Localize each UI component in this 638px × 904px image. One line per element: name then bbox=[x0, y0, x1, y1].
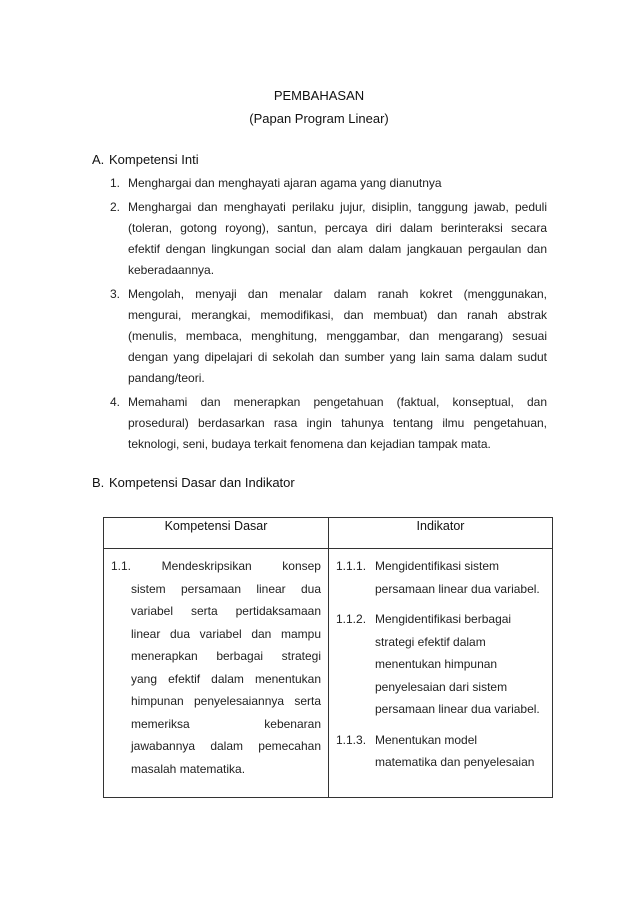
list-item-line: Mengolah, menyaji dan menalar dalam ranah kokret (menggunakan, bbox=[128, 287, 547, 301]
list-item-line: prosedural) berdasarkan rasa ingin tahunya tentang ilmu pengetahuan, bbox=[128, 416, 547, 430]
list-item-line: Memahami dan menerapkan pengetahuan (faktual, konseptual, dan bbox=[128, 395, 547, 409]
section-b-title: Kompetensi Dasar dan Indikator bbox=[109, 475, 295, 490]
kd-line: jawabannya dalam pemecahan bbox=[131, 739, 321, 753]
kd-line: himpunan penyelesaiannya serta bbox=[131, 694, 321, 708]
kd-line: variabel serta pertidaksamaan bbox=[131, 604, 321, 618]
indicator-line: persamaan linear dua variabel. bbox=[375, 581, 540, 596]
list-item-number: 2. bbox=[110, 200, 121, 214]
section-a-letter: A. bbox=[92, 152, 105, 167]
indicator-number: 1.1.3. bbox=[336, 732, 367, 747]
indicator-line: matematika dan penyelesaian bbox=[375, 755, 535, 769]
list-item-line: Menghargai dan menghayati perilaku jujur, disiplin, tanggung jawab, peduli bbox=[128, 200, 547, 214]
indicator-line: Mengidentifikasi sistem bbox=[375, 559, 500, 573]
page-subtitle: (Papan Program Linear) bbox=[249, 111, 389, 126]
column-header-kompetensi-dasar: Kompetensi Dasar bbox=[104, 518, 329, 549]
list-item-number: 4. bbox=[110, 395, 121, 409]
list-item bbox=[110, 173, 547, 194]
kd-indikator-table bbox=[103, 517, 553, 798]
indicator-line: Menentukan model bbox=[375, 732, 478, 747]
list-item-line: keberadaannya. bbox=[128, 263, 215, 277]
list-item-number: 3. bbox=[110, 287, 121, 301]
kd-line: memeriksa kebenaran bbox=[131, 716, 321, 731]
section-b-letter: B. bbox=[92, 475, 105, 490]
table-header-row bbox=[104, 518, 553, 549]
list-item-line: (menulis, membaca, menghitung, menggambar, dan mengarang) sesuai bbox=[128, 329, 547, 343]
indicator-number: 1.1.1. bbox=[336, 559, 367, 573]
list-item-line: dengan yang dipelajari di sekolah dan sumber yang lain sama dalam sudut bbox=[128, 350, 547, 364]
list-item-line: Menghargai dan menghayati ajaran agama yang dianutnya bbox=[128, 176, 442, 190]
list-item-line: teknologi, seni, budaya terkait fenomena dan kejadian tampak mata. bbox=[128, 437, 491, 451]
list-item-line: (toleran, gotong royong), santun, percaya diri dalam berinteraksi secara bbox=[128, 221, 547, 235]
section-b-heading bbox=[92, 475, 295, 490]
indicator-line: penyelesaian dari sistem bbox=[375, 679, 508, 694]
kd-line: yang efektif dalam menentukan bbox=[131, 671, 321, 686]
list-item-number: 1. bbox=[110, 176, 121, 190]
list-item bbox=[110, 392, 547, 455]
list-item bbox=[110, 284, 547, 389]
kd-line: linear dua variabel dan mampu bbox=[131, 626, 321, 641]
indikator-cell bbox=[329, 549, 553, 798]
kd-line: menerapkan berbagai strategi bbox=[131, 649, 321, 663]
indicator-line: menentukan himpunan bbox=[375, 657, 498, 671]
section-a-heading bbox=[92, 152, 199, 167]
list-item-line: mengurai, merangkai, memodifikasi, dan membuat) dan ranah abstrak bbox=[128, 308, 547, 322]
kd-line: sistem persamaan linear dua bbox=[131, 581, 321, 596]
section-a-title: Kompetensi Inti bbox=[109, 152, 199, 167]
indicator-line: Mengidentifikasi berbagai bbox=[375, 612, 512, 626]
kd-first-line: 1.1. Mendeskripsikan konsep bbox=[111, 559, 321, 573]
indicator-number: 1.1.2. bbox=[336, 612, 367, 626]
kd-line: masalah matematika. bbox=[131, 761, 246, 776]
kd-cell bbox=[104, 549, 329, 798]
list-item-line: pandang/teori. bbox=[128, 371, 205, 385]
indicator-line: strategi efektif dalam bbox=[375, 634, 486, 649]
kompetensi-inti-list bbox=[110, 173, 547, 458]
table-row bbox=[104, 549, 553, 798]
list-item bbox=[110, 197, 547, 281]
list-item-line: efektif dengan lingkungan social dan alam dalam jangkauan pergaulan dan bbox=[128, 242, 547, 256]
indicator-item bbox=[336, 608, 545, 721]
indicator-line: persamaan linear dua variabel. bbox=[375, 702, 540, 716]
indicator-item bbox=[336, 555, 545, 600]
page-title: PEMBAHASAN bbox=[273, 88, 365, 103]
indicator-item bbox=[336, 729, 545, 774]
column-header-indikator: Indikator bbox=[329, 518, 553, 549]
